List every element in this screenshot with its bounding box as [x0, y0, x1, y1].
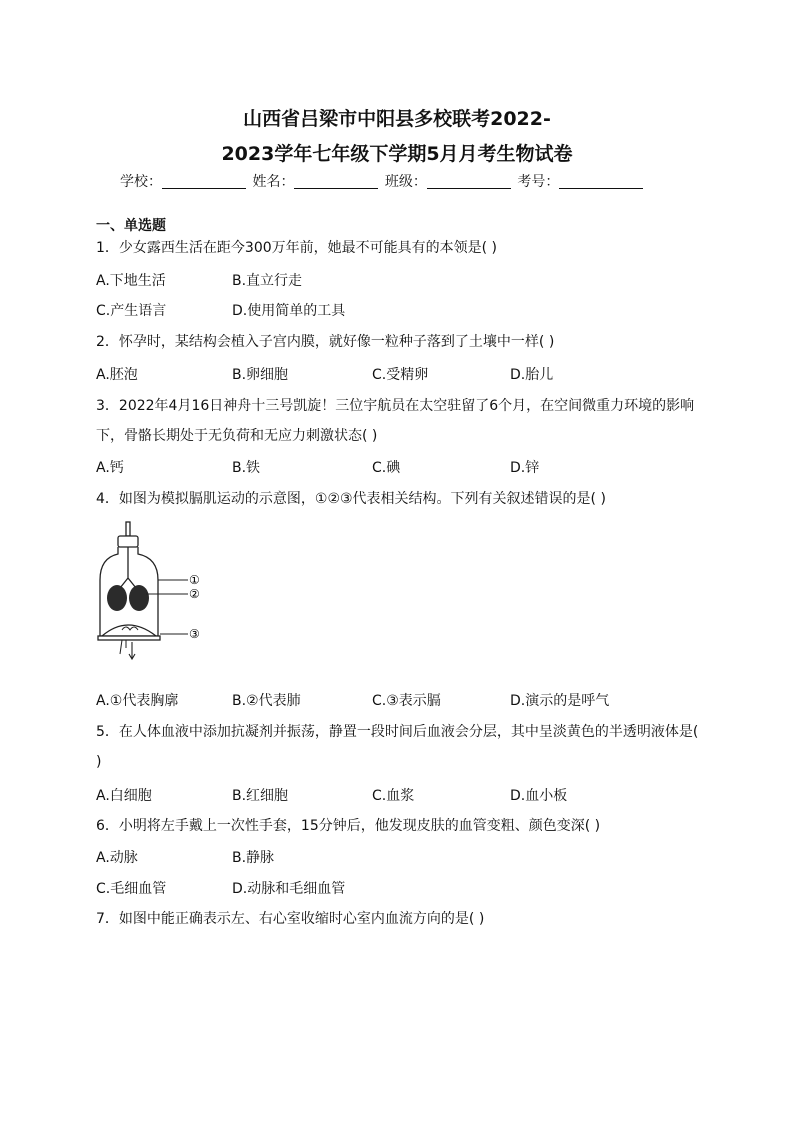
exam-no-blank[interactable] [559, 174, 643, 189]
option-q2-c: C.受精卵 [372, 367, 429, 383]
option-q4-c: C.③表示膈 [372, 693, 441, 709]
option-q5-c: C.血浆 [372, 788, 415, 804]
exam-title-line2: 2023学年七年级下学期5月月考生物试卷 [221, 143, 573, 165]
glass-tube [126, 522, 130, 536]
option-q5-b: B.红细胞 [232, 788, 289, 804]
option-q5-a: A.白细胞 [96, 788, 152, 804]
student-info-row [120, 171, 645, 191]
figure-label-1: ① [189, 573, 200, 587]
stopper [118, 536, 138, 547]
left-lung [107, 585, 127, 611]
rubber-membrane [102, 625, 156, 636]
name-blank[interactable] [294, 174, 378, 189]
trachea [120, 547, 136, 588]
option-q3-c: C.碘 [372, 460, 401, 476]
option-q1-c: C.产生语言 [96, 303, 167, 319]
option-q2-a: A.胚泡 [96, 367, 138, 383]
option-q6-b: B.静脉 [232, 850, 275, 866]
option-q2-d: D.胎儿 [510, 367, 554, 383]
option-q3-a: A.钙 [96, 460, 124, 476]
figure-label-3: ③ [189, 627, 200, 641]
question-stem-1: 1．少女露西生活在距今300万年前，她最不可能具有的本领是( ) [96, 240, 498, 256]
figure-label-2: ② [189, 587, 200, 601]
class-label: 班级： [384, 174, 427, 190]
option-q1-d: D.使用简单的工具 [232, 303, 346, 319]
school-label: 学校： [120, 174, 162, 190]
exam-title-line1: 山西省吕梁市中阳县多校联考2022- [243, 108, 551, 130]
option-q3-d: D.锌 [510, 460, 540, 476]
option-q1-a: A.下地生活 [96, 273, 166, 289]
exam-no-label: 考号： [517, 174, 560, 190]
question-stem-6: 6．小明将左手戴上一次性手套，15分钟后，他发现皮肤的血管变粗、颜色变深( ) [96, 818, 601, 834]
diaphragm-model-figure [96, 518, 216, 662]
jar-base [98, 636, 160, 640]
question-stem-4: 4．如图为模拟膈肌运动的示意图，①②③代表相关结构。下列有关叙述错误的是( ) [96, 491, 606, 507]
membrane-knot [122, 627, 138, 630]
question-stem-5: 5．在人体血液中添加抗凝剂并振荡，静置一段时间后血液会分层，其中呈淡黄色的半透明液体是( ) [96, 724, 699, 770]
question-stem-7: 7．如图中能正确表示左、右心室收缩时心室内血流方向的是( ) [96, 911, 485, 927]
class-blank[interactable] [427, 174, 511, 189]
right-lung [129, 585, 149, 611]
option-q2-b: B.卵细胞 [232, 367, 289, 383]
option-q4-b: B.②代表肺 [232, 693, 301, 709]
option-q6-a: A.动脉 [96, 850, 138, 866]
down-arrow-icon [129, 642, 135, 659]
section-title: 一、单选题 [96, 218, 166, 234]
bell-jar-diagram [96, 518, 216, 662]
option-q4-a: A.①代表胸廓 [96, 693, 179, 709]
question-stem-2: 2．怀孕时，某结构会植入子宫内膜，就好像一粒种子落到了土壤中一样( ) [96, 334, 555, 350]
school-blank[interactable] [162, 174, 246, 189]
hand-pull [120, 640, 126, 654]
option-q6-c: C.毛细血管 [96, 881, 167, 897]
option-q3-b: B.铁 [232, 460, 261, 476]
option-q5-d: D.血小板 [510, 788, 568, 804]
name-label: 姓名： [252, 174, 295, 190]
option-q6-d: D.动脉和毛细血管 [232, 881, 346, 897]
option-q1-b: B.直立行走 [232, 273, 303, 289]
option-q4-d: D.演示的是呼气 [510, 693, 610, 709]
question-stem-3: 3．2022年4月16日神舟十三号凯旋！三位宇航员在太空驻留了6个月，在空间微重力环境的影响下，骨骼长期处于无负荷和无应力刺激状态( ) [96, 398, 695, 444]
